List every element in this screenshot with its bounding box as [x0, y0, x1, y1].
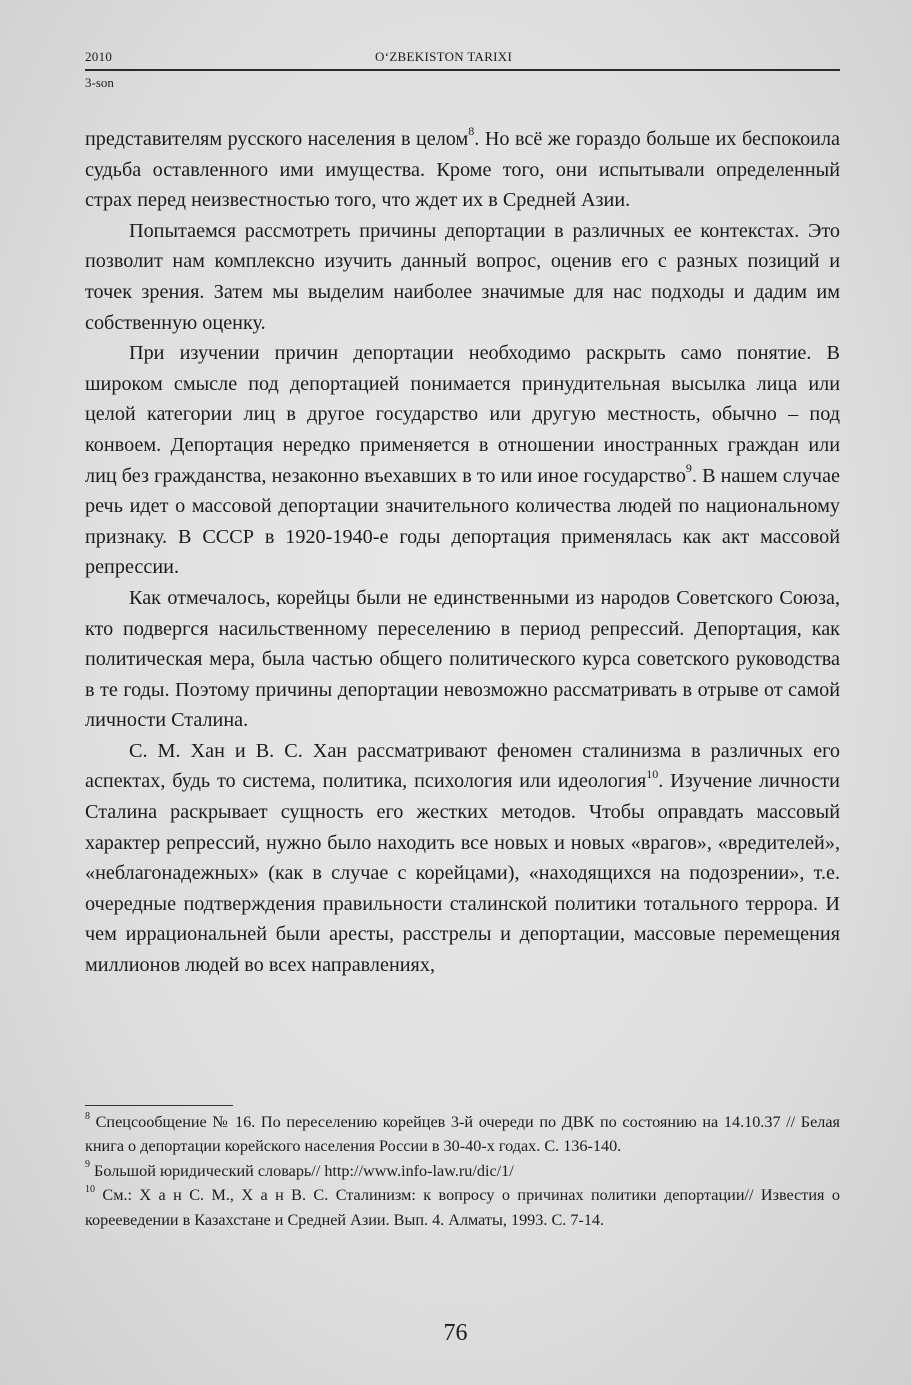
- page-number: 76: [443, 1320, 468, 1346]
- header-rule: [85, 69, 840, 71]
- footnote-item: [85, 1110, 840, 1159]
- paragraph-text: . В нашем случае речь идет о массовой депортации значительного количества людей по национальному признаку. В СССР в 1920-1940-е годы депортация применялась как акт массовой репрессии.: [85, 464, 841, 579]
- footnote-reference: 8: [468, 124, 475, 139]
- journal-title: O‘ZBEKISTON TARIXI: [375, 49, 513, 64]
- footnote-reference: 9: [685, 460, 692, 475]
- article-body: [85, 124, 840, 981]
- running-header: [85, 44, 840, 94]
- paragraph-text: . Изучение личности Сталина раскрывает сущность его жестких методов. Чтобы оправдать массовый характер репрессий, нужно было находить все новых и новых «врагов», «вредителей», «неблагонадежных» (как в случае с корейцами), «находящихся на подозрении», т.е. очередные подтверждения правильности сталинской политики тотального террора. И чем иррациональней были аресты, расстрелы и депортации, массовые перемещения миллионов людей во всех направлениях,: [85, 770, 840, 977]
- footnotes: [85, 1110, 840, 1232]
- footnote-number: 9: [85, 1159, 90, 1171]
- paragraph-text: Как отмечалось, корейцы были не единственными из народов Советского Союза, кто подвергся насильственному переселению в период репрессий. Депортация, как политическая мера, была частью общего политического курса советского руководства в те годы. Поэтому причины депортации невозможно рассматривать в отрыве от самой личности Сталина.: [85, 586, 840, 732]
- footnote-reference: 10: [646, 766, 659, 781]
- footnote-item: [85, 1183, 840, 1232]
- body-paragraph: [85, 583, 840, 736]
- footnote-text: См.: Х а н С. М., Х а н В. С. Сталинизм: к вопросу о причинах политики депортации// Известия о корееведении в Казахстане и Средней Азии. Вып. 4. Алматы, 1993. С. 7-14.: [85, 1186, 840, 1229]
- body-paragraph: [85, 216, 840, 338]
- footnote-text: Спецсообщение № 16. По переселению корейцев 3-й очереди по ДВК по состоянию на 14.10.37 // Белая книга о депортации корейского населения России в 30-40-х годах. С. 136-140.: [85, 1113, 840, 1156]
- header-issue: 3-son: [85, 75, 114, 90]
- paragraph-text: Попытаемся рассмотреть причины депортации в различных ее контекстах. Это позволит нам комплексно изучить данный вопрос, оценив его с разных позиций и точек зрения. Затем мы выделим наиболее значимые для нас подходы и дадим им собственную оценку.: [85, 219, 840, 334]
- footnote-number: 10: [85, 1183, 95, 1195]
- paragraph-text: . Но всё же гораздо больше их беспокоила судьба оставленного ими имущества. Кроме того, они испытывали определенный страх перед неизвестностью того, что ждет их в Средней Азии.: [85, 128, 841, 212]
- footnote-text: Большой юридический словарь// http://www.info-law.ru/dic/1/: [90, 1161, 514, 1180]
- paragraph-text: С. М. Хан и В. С. Хан рассматривают феномен сталинизма в различных его аспектах, будь то система, политика, психология или идеология: [85, 739, 840, 793]
- paragraph-text: При изучении причин депортации необходимо раскрыть само понятие. В широком смысле под депортацией понимается принудительная высылка лица или целой категории лиц в другое государство или другую местность, обычно – под конвоем. Депортация нередко применяется в отношении иностранных граждан или лиц без гражданства, незаконно въехавших в то или иное государство: [85, 342, 840, 487]
- body-paragraph: [85, 338, 840, 583]
- paragraph-text: представителям русского населения в целом: [85, 128, 469, 150]
- header-year: 2010: [85, 49, 113, 64]
- footnote-item: [85, 1159, 840, 1183]
- footnote-separator: [85, 1105, 233, 1106]
- body-paragraph: [85, 124, 840, 216]
- body-paragraph: [85, 736, 840, 981]
- footnote-number: 8: [85, 1110, 90, 1122]
